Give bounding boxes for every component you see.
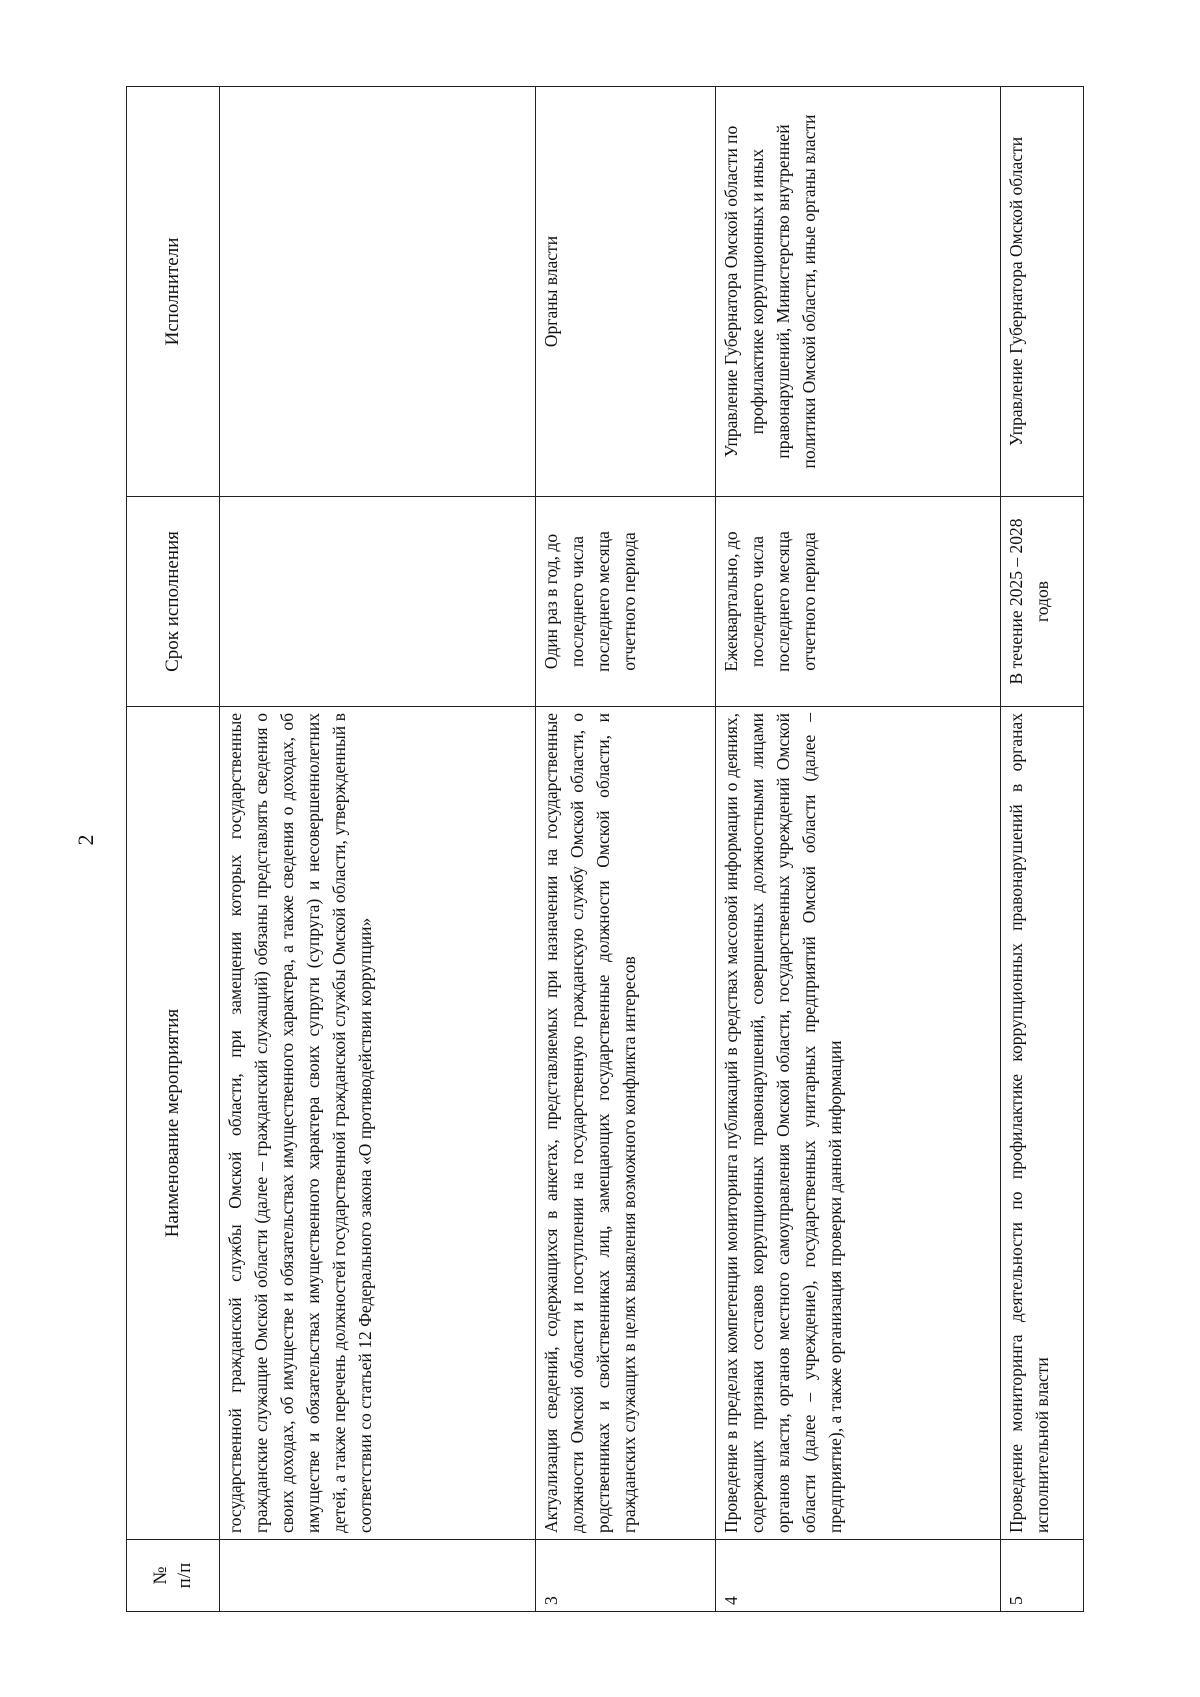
row-num — [220, 1540, 536, 1612]
row-executors: Органы власти — [536, 87, 716, 497]
row-num: 3 — [536, 1540, 716, 1612]
row-num: 5 — [1001, 1540, 1084, 1612]
row-deadline: Один раз в год, до последнего числа последнего месяца отчетного периода — [536, 497, 716, 707]
header-num: № п/п — [127, 1540, 220, 1612]
row-executors: Управление Губернатора Омской области по профилактике коррупционных и иных правонарушений, Министерство внутренней политики Омской области, иные органы власти — [716, 87, 1001, 497]
table-header-row — [127, 87, 220, 1612]
row-executors: Управление Губернатора Омской области — [1001, 87, 1084, 497]
table-row — [220, 87, 536, 1612]
measures-table — [126, 86, 1084, 1612]
row-name: Проведение в пределах компетенции мониторинга публикаций в средствах массовой информации о деяниях, содержащих признаки составов коррупционных правонарушений, совершенных должностными лицами органов власти, органов местного самоуправления Омской области, государственных учреждений Омской области (далее – учреждение), государственных унитарных предприятий Омской области (далее – предприятие), а также организация проверки данной информации — [716, 707, 1001, 1540]
row-name: государственной гражданской службы Омской области, при замещении которых государственные гражданские служащие Омской области (далее – гражданский служащий) обязаны представлять сведения о своих доходах, об имуществе и обязательствах имущественного характера, а также сведения о доходах, об имуществе и обязательствах имущественного характера своих супруги (супруга) и несовершеннолетних детей, а также перечень должностей государственной гражданской службы Омской области, утвержденный в соответствии со статьей 12 Федерального закона «О противодействии коррупции» — [220, 707, 536, 1540]
header-name: Наименование мероприятия — [127, 707, 220, 1540]
row-name: Актуализация сведений, содержащихся в анкетах, представляемых при назначении на государственные должности Омской области и поступлении на государственную гражданскую службу Омской области, о родственниках и свойственниках лиц, замещающих государственные должности Омской области, и гражданских служащих в целях выявления возможного конфликта интересов — [536, 707, 716, 1540]
header-executors: Исполнители — [127, 87, 220, 497]
table-row — [716, 87, 1001, 1612]
page-number: 2 — [73, 834, 98, 846]
row-executors — [220, 87, 536, 497]
table-row — [536, 87, 716, 1612]
row-name: Проведение мониторинга деятельности по профилактике коррупционных правонарушений в органах исполнительной власти — [1001, 707, 1084, 1540]
header-deadline: Срок исполнения — [127, 497, 220, 707]
row-deadline: Ежеквартально, до последнего числа последнего месяца отчетного периода — [716, 497, 1001, 707]
row-num: 4 — [716, 1540, 1001, 1612]
row-deadline — [220, 497, 536, 707]
measures-table-container — [126, 87, 1083, 1612]
table-row — [1001, 87, 1084, 1612]
row-deadline: В течение 2025 – 2028 годов — [1001, 497, 1084, 707]
